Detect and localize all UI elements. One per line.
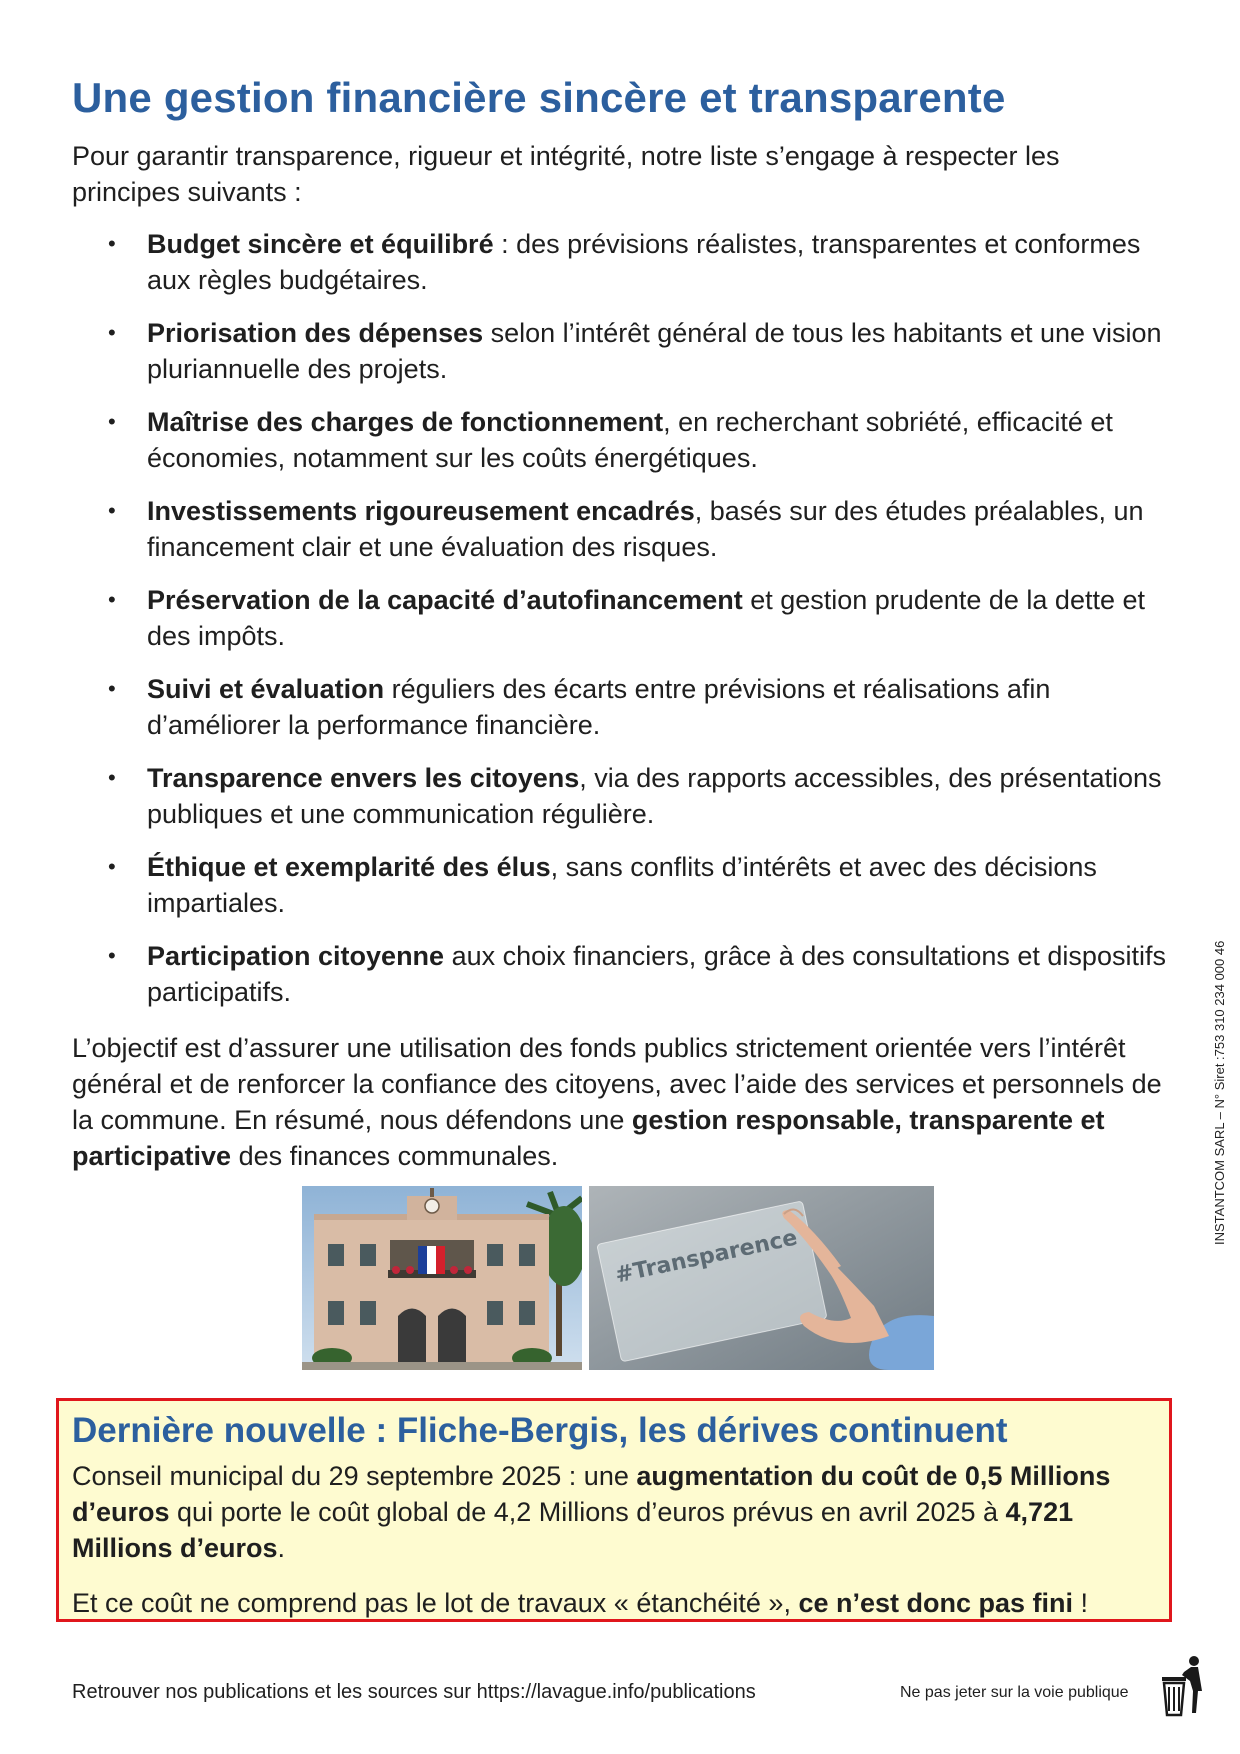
bullet-icon: •: [108, 676, 116, 701]
bullet-icon: •: [108, 231, 116, 256]
intro-paragraph: Pour garantir transparence, rigueur et intégrité, notre liste s’engage à respecter les principes suivants :: [72, 141, 1060, 207]
news-text: qui porte le coût global de 4,2 Millions d’euros prévus en avril 2025 à: [169, 1497, 1006, 1527]
principle-item: [72, 849, 1172, 921]
principle-item: [72, 671, 1172, 743]
bullet-icon: •: [108, 854, 116, 879]
conclusion-paragraph: [72, 1030, 1182, 1174]
principle-title: Préservation de la capacité d’autofinancement: [147, 585, 743, 615]
principle-text: , basés sur des études préalables, un financement clair et une évaluation des risques.: [147, 496, 1144, 562]
bullet-icon: •: [108, 765, 116, 790]
news-emphasis: augmentation du coût de 0,5 Millions d’euros: [72, 1461, 1111, 1527]
principle-item: [72, 493, 1172, 565]
principle-text: : des prévisions réalistes, transparentes et conformes aux règles budgétaires.: [147, 229, 1141, 295]
bullet-icon: •: [108, 320, 116, 345]
bullet-icon: •: [108, 943, 116, 968]
conclusion-emphasis: gestion responsable, transparente et participative: [72, 1105, 1105, 1171]
legal-side-note: INSTANTCOM SARL – N° Siret :753 310 234 000 46: [1212, 940, 1227, 1245]
principle-item: [72, 760, 1172, 832]
news-emphasis: ce n’est donc pas fini: [798, 1588, 1074, 1618]
bullet-icon: •: [108, 587, 116, 612]
news-box: [56, 1398, 1172, 1622]
principle-title: Budget sincère et équilibré: [147, 229, 494, 259]
principle-item: [72, 315, 1172, 387]
news-emphasis: 4,721 Millions d’euros: [72, 1497, 1074, 1563]
principle-text: et gestion prudente de la dette et des impôts.: [147, 585, 1146, 651]
news-text: !: [1073, 1588, 1089, 1618]
principle-title: Suivi et évaluation: [147, 674, 385, 704]
transparence-caption: #Transparence: [613, 1225, 800, 1289]
principle-title: Participation citoyenne: [147, 941, 445, 971]
transparence-photo: [589, 1186, 934, 1370]
news-paragraph-2: [72, 1585, 1152, 1621]
principle-item: [72, 226, 1172, 298]
principle-title: Éthique et exemplarité des élus: [147, 852, 551, 882]
principle-title: Transparence envers les citoyens: [147, 763, 580, 793]
principle-text: aux choix financiers, grâce à des consultations et dispositifs participatifs.: [147, 941, 1166, 1007]
news-title: Dernière nouvelle : Fliche-Bergis, les dérives continuent: [72, 1411, 1008, 1450]
bullet-icon: •: [108, 409, 116, 434]
principle-text: , sans conflits d’intérêts et avec des décisions impartiales.: [147, 852, 1097, 918]
footer-sources: Retrouver nos publications et les sources sur https://lavague.info/publications: [72, 1681, 756, 1703]
principle-text: réguliers des écarts entre prévisions et réalisations afin d’améliorer la performance financière.: [147, 674, 1051, 740]
footer-notice: Ne pas jeter sur la voie publique: [900, 1684, 1129, 1701]
news-text: Conseil municipal du 29 septembre 2025 : une: [72, 1461, 637, 1491]
principle-title: Priorisation des dépenses: [147, 318, 484, 348]
news-text: Et ce coût ne comprend pas le lot de travaux « étanchéité »,: [72, 1588, 799, 1618]
principle-text: , en recherchant sobriété, efficacité et économies, notamment sur les coûts énergétiques.: [147, 407, 1113, 473]
principle-text: , via des rapports accessibles, des présentations publiques et une communication régulière.: [147, 763, 1162, 829]
conclusion-text: L’objectif est d’assurer une utilisation des fonds publics strictement orientée vers l’intérêt général et de renforcer la confiance des citoyens, avec l’aide des services et personnels de la commune. En résumé, nous défendons une: [72, 1033, 1162, 1135]
principle-item: [72, 938, 1172, 1010]
principle-item: [72, 582, 1172, 654]
trash-bin-icon: [1160, 1655, 1210, 1717]
page-title: Une gestion financière sincère et transparente: [72, 74, 1006, 121]
principle-title: Investissements rigoureusement encadrés: [147, 496, 695, 526]
bullet-icon: •: [108, 498, 116, 523]
principles-list: [72, 226, 1172, 1027]
news-text: .: [277, 1533, 286, 1563]
principle-title: Maîtrise des charges de fonctionnement: [147, 407, 664, 437]
news-paragraph-1: [72, 1458, 1142, 1566]
principle-text: selon l’intérêt général de tous les habitants et une vision pluriannuelle des projets.: [147, 318, 1162, 384]
town-hall-photo: [302, 1186, 582, 1370]
principle-item: [72, 404, 1172, 476]
conclusion-end: des finances communales.: [231, 1141, 559, 1171]
